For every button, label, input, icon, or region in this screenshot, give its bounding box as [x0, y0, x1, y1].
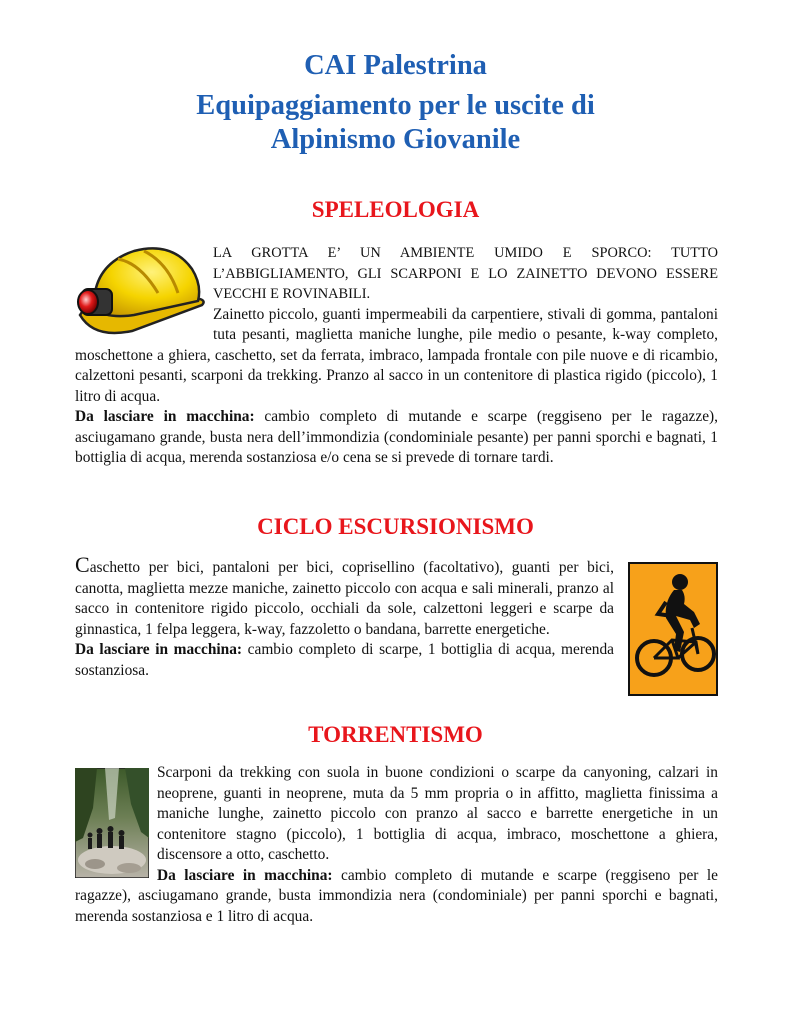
torrentismo-car-text: cambio completo di mutande e scarpe (reggiseno per le ragazze), asciugamano grande, busta immondizia nera (condominiale) per panni sporchi e bagnati, merenda sostanziosa e 1 litro di acqua. — [75, 866, 718, 925]
document-title-line3: Alpinismo Giovanile — [270, 124, 521, 155]
section-ciclo-escursionismo — [75, 552, 718, 696]
section-torrentismo — [75, 763, 718, 927]
speleologia-car-label: Da lasciare in macchina: — [75, 408, 255, 425]
canyoning-photo — [75, 768, 149, 878]
speleologia-equipment: Zainetto piccolo, guanti impermeabili da carpentiere, stivali di gomma, pantaloni tuta pesanti, maglietta maniche lunghe, pile medio o pesante, k-way completo, moschettone a ghiera, caschetto, set da ferrata, imbraco, lampada frontale con pile nuove e di ricambio, calzettoni pesanti, scarponi da trekking. Pranzo al sacco in un contenitore di plastica rigido (piccolo), 1 litro di acqua. — [75, 305, 718, 405]
ciclo-car-label: Da lasciare in macchina: — [75, 641, 243, 658]
document-title-line2: Equipaggiamento per le uscite di — [196, 90, 595, 121]
caving-helmet-icon — [74, 243, 209, 345]
heading-speleologia: SPELEOLOGIA — [311, 197, 480, 222]
heading-torrentismo: TORRENTISMO — [308, 722, 483, 747]
speleologia-car-text: cambio completo di mutande e scarpe (reggiseno per le ragazze), asciugamano grande, busta nera dell’immondizia (condominiale pesante) per panni sporchi e bagnati, 1 bottiglia di acqua, merenda sostanziosa e/o cena se si prevede di tornare tardi. — [75, 408, 718, 466]
ciclo-car-text: cambio completo di scarpe, 1 bottiglia di acqua, merenda sostanziosa. — [75, 641, 614, 679]
mountain-biker-icon — [628, 562, 718, 696]
torrentismo-equipment: Scarponi da trekking con suola in buone condizioni o scarpe da canyoning, calzari in neoprene, guanti in neoprene, muta da 5 mm propria o in affitto, maglietta finissima a maniche lunghe, zainetto piccolo con pranzo al sacco e barrette energetiche in un contenitore stagno (piccolo), 1 bottiglia di acqua, imbraco, moschettone a ghiera, discensore a otto, caschetto. — [157, 764, 718, 863]
section-speleologia — [75, 243, 718, 469]
ciclo-dropcap: C — [75, 552, 90, 577]
document-title-club: CAI Palestrina — [304, 50, 487, 81]
ciclo-equipment: aschetto per bici, pantaloni per bici, coprisellino (facoltativo), guanti per bici, canotta, maglietta mezze maniche, zainetto piccolo con acqua e sali minerali, pranzo al sacco in contenitore rigido piccolo, occhiali da sole, calzettoni leggeri e scarpe da ginnastica, 1 felpa leggera, k-way, fazzoletto o bandana, barrette energetiche. — [75, 559, 614, 638]
torrentismo-car-label: Da lasciare in macchina: — [157, 866, 333, 884]
heading-ciclo-escursionismo: CICLO ESCURSIONISMO — [257, 514, 534, 539]
speleologia-intro: LA GROTTA E’ UN AMBIENTE UMIDO E SPORCO: TUTTO L’ABBIGLIAMENTO, GLI SCARPONI E LO ZAINETTO DEVONO ESSERE VECCHI E ROVINABILI. — [213, 245, 718, 302]
